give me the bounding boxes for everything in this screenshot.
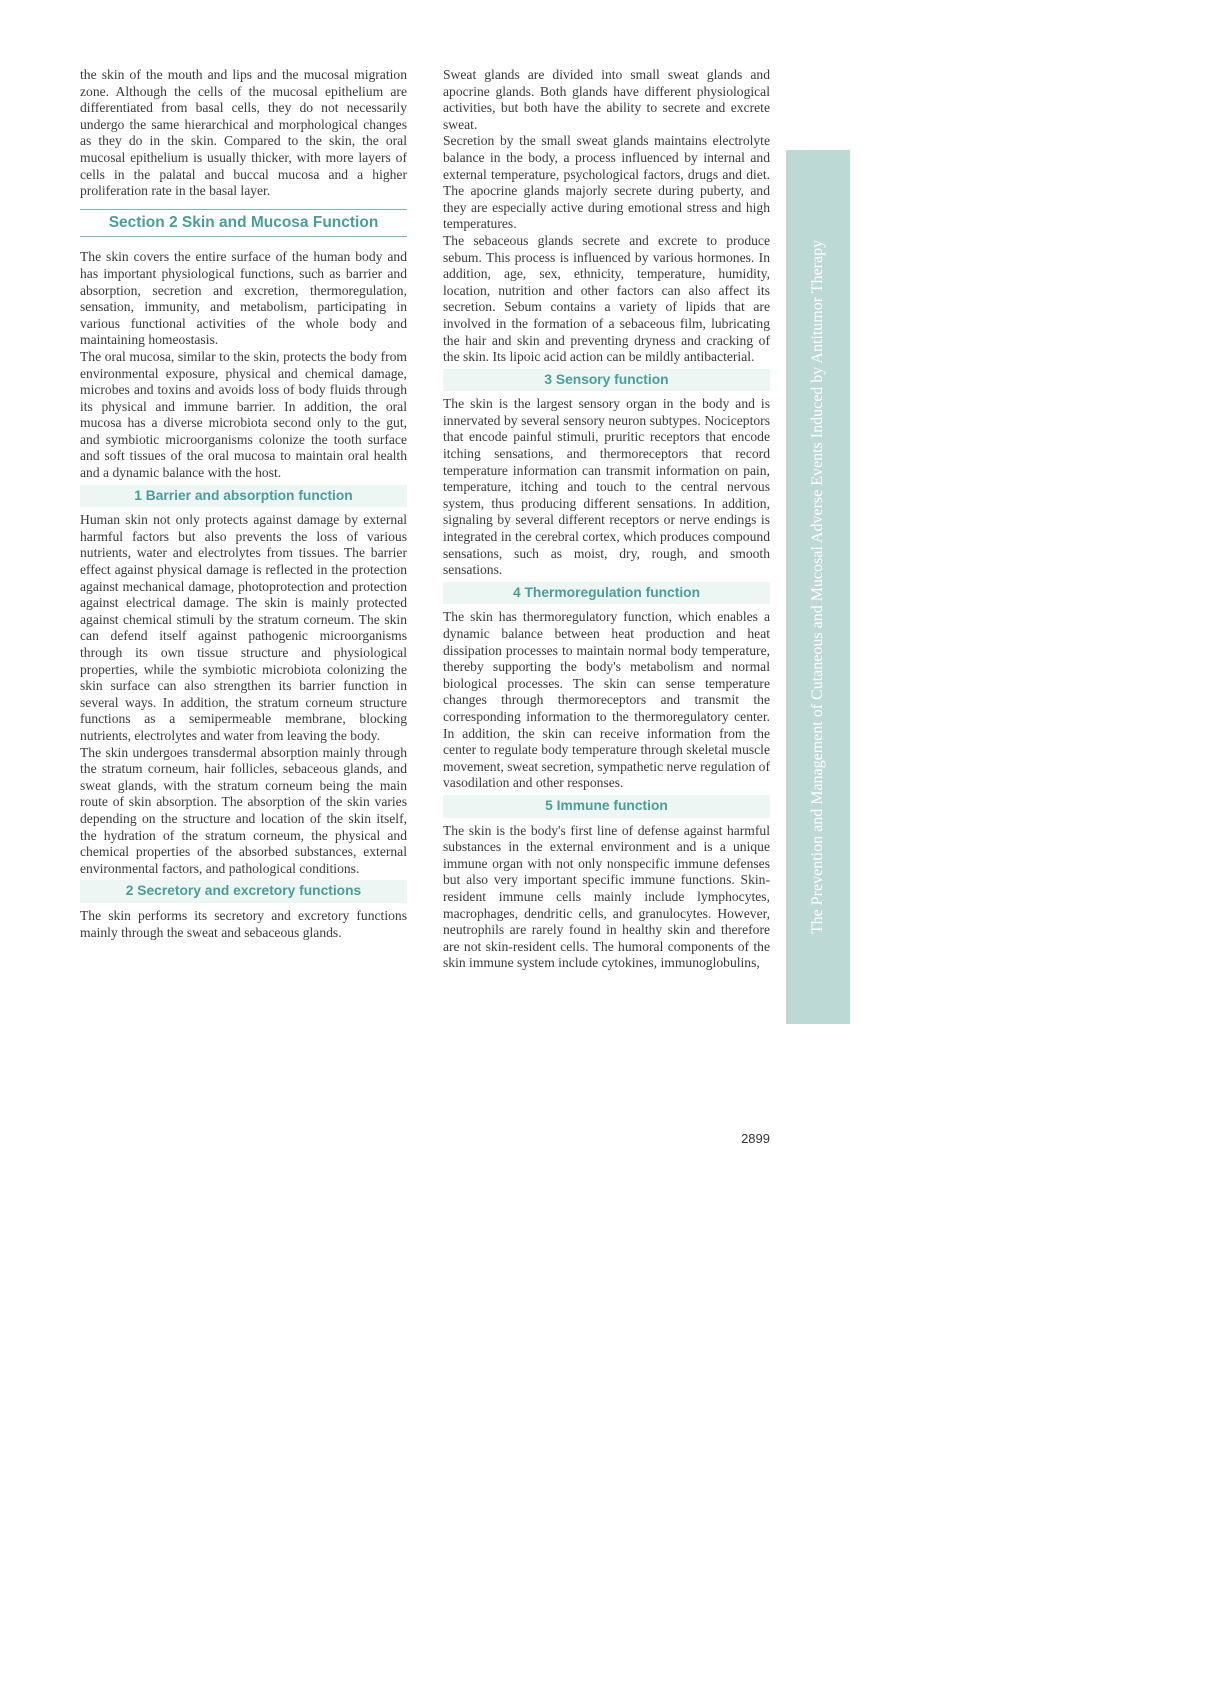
- side-title: The Prevention and Management of Cutaneous and Mucosal Adverse Events Induced by Antitumor Therapy: [809, 239, 826, 935]
- paragraph: The skin is the largest sensory organ in the body and is innervated by several sensory neuron subtypes. Nociceptors that encode painful stimuli, pruritic receptors that encode itching sensations, and thermoreceptors that record temperature information can transmit information on pain, temperature, itching and touch to the central nervous system, thus producing different sensations. In addition, signaling by several different receptors or nerve endings is integrated in the cerebral cortex, which produces compound sensations, such as moist, dry, rough, and smooth sensations.: [443, 396, 770, 578]
- paragraph: Sweat glands are divided into small sweat glands and apocrine glands. Both glands have different physiological activities, but both have the ability to secrete and excrete sweat.: [443, 67, 770, 132]
- subheading-barrier: 1 Barrier and absorption function: [80, 485, 407, 508]
- paragraph: Secretion by the small sweat glands maintains electrolyte balance in the body, a process influenced by internal and external temperature, psychological factors, drugs and diet. The apocrine glands majorly secrete during puberty, and they are especially active during emotional stress and high temperatures.: [443, 133, 770, 232]
- paragraph: The skin has thermoregulatory function, which enables a dynamic balance between heat production and heat dissipation processes to maintain normal body temperature, thereby supporting the body's metabolism and normal biological processes. The skin can sense temperature changes through thermoreceptors and transmit the corresponding information to the thermoregulatory center. In addition, the skin can receive information from the center to regulate body temperature through skeletal muscle movement, sweat secretion, sympathetic nerve regulation of vasodilation and other responses.: [443, 609, 770, 791]
- subheading-sensory: 3 Sensory function: [443, 369, 770, 392]
- subheading-thermoregulation: 4 Thermoregulation function: [443, 582, 770, 605]
- section-heading: Section 2 Skin and Mucosa Function: [80, 209, 407, 238]
- page-number: 2899: [741, 1131, 770, 1146]
- paragraph: the skin of the mouth and lips and the mucosal migration zone. Although the cells of the mucosal epithelium are differentiated from basal cells, they do not necessarily undergo the same hierarchical and morphological changes as they do in the skin. Compared to the skin, the oral mucosal epithelium is usually thicker, with more layers of cells in the palatal and buccal mucosa and a higher proliferation rate in the basal layer.: [80, 67, 407, 199]
- paragraph: The skin performs its secretory and excretory functions mainly through the sweat and sebaceous glands.: [80, 907, 407, 940]
- side-title-band: [786, 150, 850, 1024]
- paragraph: The skin undergoes transdermal absorption mainly through the stratum corneum, hair follicles, sebaceous glands, and sweat glands, with the stratum corneum being the main route of skin absorption. The absorption of the skin varies depending on the structure and location of the skin itself, the hydration of the stratum corneum, the physical and chemical properties of the absorbed substances, external environmental factors, and pathological conditions.: [80, 744, 407, 876]
- right-column: [443, 67, 770, 972]
- left-column: [80, 67, 407, 941]
- paragraph: Human skin not only protects against damage by external harmful factors but also prevents the loss of various nutrients, water and electrolytes from tissues. The barrier effect against physical damage is reflected in the protection against mechanical damage, photoprotection and protection against electrical damage. The skin is mainly protected against chemical stimuli by the stratum corneum. The skin can defend itself against pathogenic microorganisms through its own tissue structure and physiological properties, while the symbiotic microbiota colonizing the skin surface can also strengthen its barrier function in several ways. In addition, the stratum corneum structure functions as a semipermeable membrane, blocking nutrients, electrolytes and water from leaving the body.: [80, 512, 407, 743]
- subheading-immune: 5 Immune function: [443, 795, 770, 818]
- paragraph: The sebaceous glands secrete and excrete to produce sebum. This process is influenced by various hormones. In addition, age, sex, ethnicity, temperature, humidity, location, nutrition and other factors can also affect its secretion. Sebum contains a variety of lipids that are involved in the formation of a sebaceous film, lubricating the hair and skin and preventing dryness and cracking of the skin. Its lipoic acid action can be mildly antibacterial.: [443, 232, 770, 365]
- subheading-secretory: 2 Secretory and excretory functions: [80, 880, 407, 903]
- paragraph: The skin covers the entire surface of the human body and has important physiological functions, such as barrier and absorption, secretion and excretion, thermoregulation, sensation, immunity, and metabolism, participating in various functional activities of the whole body and maintaining homeostasis.: [80, 249, 407, 348]
- paragraph: The skin is the body's first line of defense against harmful substances in the external environment and is a unique immune organ with not only nonspecific immune defenses but also very important specific immune functions. Skin-resident immune cells mainly include lymphocytes, macrophages, dendritic cells, and granulocytes. However, neutrophils are rarely found in healthy skin and therefore are not skin-resident cells. The humoral components of the skin immune system include cytokines, immunoglobulins,: [443, 822, 770, 971]
- paragraph: The oral mucosa, similar to the skin, protects the body from environmental exposure, physical and chemical damage, microbes and toxins and avoids loss of body fluids through its physical and immune barrier. In addition, the oral mucosa has a diverse microbiota second only to the gut, and symbiotic microorganisms colonize the tooth surface and soft tissues of the oral mucosa to maintain oral health and a dynamic balance with the host.: [80, 348, 407, 481]
